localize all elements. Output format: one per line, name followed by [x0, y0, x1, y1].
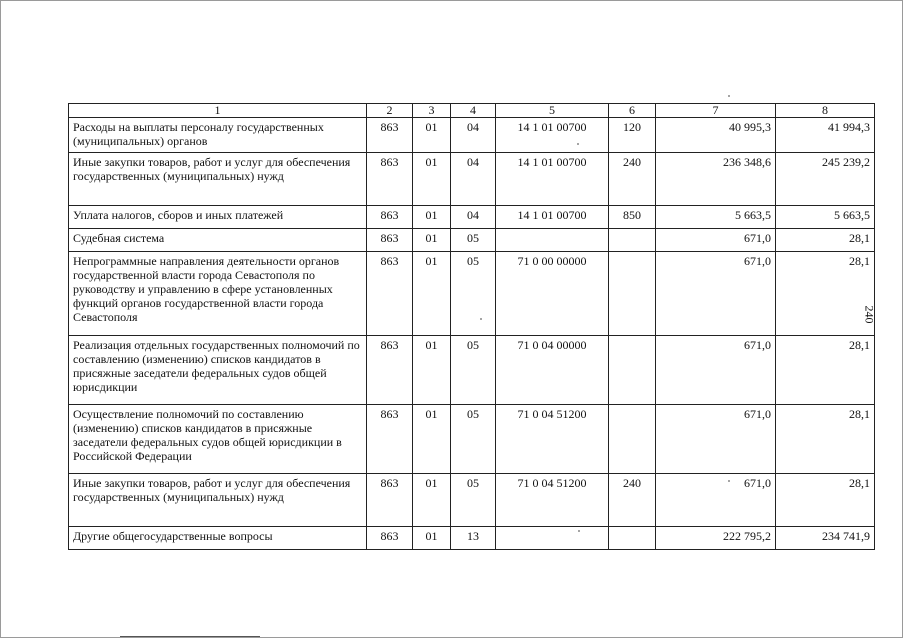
row-expense-type: [609, 252, 656, 336]
row-subsection: 05: [451, 474, 496, 527]
row-subsection: 05: [451, 336, 496, 405]
table-row: [69, 229, 875, 252]
table-row: [69, 527, 875, 550]
row-expense-type: [609, 336, 656, 405]
row-section: 01: [413, 229, 451, 252]
row-section: 01: [413, 405, 451, 474]
row-section: 01: [413, 206, 451, 229]
row-name: Иные закупки товаров, работ и услуг для обеспечения государственных (муниципальных) нужд: [69, 474, 367, 527]
row-name: Реализация отдельных государственных полномочий по составлению (изменению) списков кандидатов в присяжные заседатели федеральных судов общей юрисдикции: [69, 336, 367, 405]
table-row: [69, 118, 875, 153]
row-target-article: 14 1 01 00700: [496, 118, 609, 153]
row-amount-1: 671,0: [656, 252, 776, 336]
row-admin-code: 863: [367, 474, 413, 527]
row-section: 01: [413, 118, 451, 153]
row-section: 01: [413, 336, 451, 405]
row-amount-1: 40 995,3: [656, 118, 776, 153]
row-target-article: 71 0 04 00000: [496, 336, 609, 405]
row-subsection: 04: [451, 153, 496, 206]
row-amount-2: 28,1: [776, 336, 875, 405]
row-subsection: 05: [451, 405, 496, 474]
scan-speck: [480, 318, 482, 320]
row-subsection: 05: [451, 229, 496, 252]
row-admin-code: 863: [367, 229, 413, 252]
row-admin-code: 863: [367, 252, 413, 336]
row-section: 01: [413, 252, 451, 336]
header-row: [69, 104, 875, 118]
row-target-article: 71 0 04 51200: [496, 474, 609, 527]
row-amount-1: 671,0: [656, 405, 776, 474]
header-col-3: 3: [413, 104, 451, 118]
row-section: 01: [413, 474, 451, 527]
row-amount-1: 222 795,2: [656, 527, 776, 550]
row-name: Судебная система: [69, 229, 367, 252]
row-admin-code: 863: [367, 336, 413, 405]
row-admin-code: 863: [367, 527, 413, 550]
row-expense-type: 240: [609, 153, 656, 206]
table-row: [69, 252, 875, 336]
row-subsection: 13: [451, 527, 496, 550]
table-row: [69, 153, 875, 206]
row-section: 01: [413, 527, 451, 550]
row-amount-2: 28,1: [776, 252, 875, 336]
row-expense-type: 850: [609, 206, 656, 229]
header-col-4: 4: [451, 104, 496, 118]
row-amount-2: 234 741,9: [776, 527, 875, 550]
row-admin-code: 863: [367, 118, 413, 153]
row-name: Непрограммные направления деятельности органов государственной власти города Севастополя по руководству и управлению в сфере установленных функций органов государственной власти города Севастополя: [69, 252, 367, 336]
scan-speck: [728, 480, 730, 482]
budget-table: [68, 103, 875, 550]
row-target-article: 14 1 01 00700: [496, 206, 609, 229]
table-row: [69, 405, 875, 474]
row-target-article: [496, 527, 609, 550]
table-row: [69, 474, 875, 527]
row-amount-2: 5 663,5: [776, 206, 875, 229]
row-subsection: 04: [451, 118, 496, 153]
row-name: Уплата налогов, сборов и иных платежей: [69, 206, 367, 229]
row-amount-1: 236 348,6: [656, 153, 776, 206]
header-col-1: 1: [69, 104, 367, 118]
row-name: Расходы на выплаты персоналу государственных (муниципальных) органов: [69, 118, 367, 153]
row-amount-2: 28,1: [776, 405, 875, 474]
row-expense-type: [609, 405, 656, 474]
row-expense-type: [609, 527, 656, 550]
table-row: [69, 206, 875, 229]
row-amount-2: 245 239,2: [776, 153, 875, 206]
row-subsection: 04: [451, 206, 496, 229]
row-expense-type: 120: [609, 118, 656, 153]
row-amount-1: 5 663,5: [656, 206, 776, 229]
row-expense-type: [609, 229, 656, 252]
row-amount-2: 28,1: [776, 229, 875, 252]
row-admin-code: 863: [367, 153, 413, 206]
header-col-5: 5: [496, 104, 609, 118]
row-amount-2: 41 994,3: [776, 118, 875, 153]
scan-edge-line: [120, 636, 260, 637]
header-col-7: 7: [656, 104, 776, 118]
row-name: Осуществление полномочий по составлению (изменению) списков кандидатов в присяжные заседатели федеральных судов общей юрисдикции в Российской Федерации: [69, 405, 367, 474]
row-target-article: 71 0 04 51200: [496, 405, 609, 474]
row-name: Иные закупки товаров, работ и услуг для обеспечения государственных (муниципальных) нужд: [69, 153, 367, 206]
scan-speck: [578, 530, 580, 532]
header-col-8: 8: [776, 104, 875, 118]
page-number: 240: [862, 305, 877, 324]
row-admin-code: 863: [367, 405, 413, 474]
row-section: 01: [413, 153, 451, 206]
header-col-6: 6: [609, 104, 656, 118]
table-row: [69, 336, 875, 405]
row-name: Другие общегосударственные вопросы: [69, 527, 367, 550]
row-expense-type: 240: [609, 474, 656, 527]
row-amount-1: 671,0: [656, 336, 776, 405]
row-target-article: 71 0 00 00000: [496, 252, 609, 336]
row-amount-1: 671,0: [656, 474, 776, 527]
row-admin-code: 863: [367, 206, 413, 229]
scan-speck: [728, 95, 730, 97]
row-amount-1: 671,0: [656, 229, 776, 252]
row-target-article: 14 1 01 00700: [496, 153, 609, 206]
row-subsection: 05: [451, 252, 496, 336]
row-amount-2: 28,1: [776, 474, 875, 527]
scan-speck: [577, 143, 579, 145]
row-target-article: [496, 229, 609, 252]
header-col-2: 2: [367, 104, 413, 118]
